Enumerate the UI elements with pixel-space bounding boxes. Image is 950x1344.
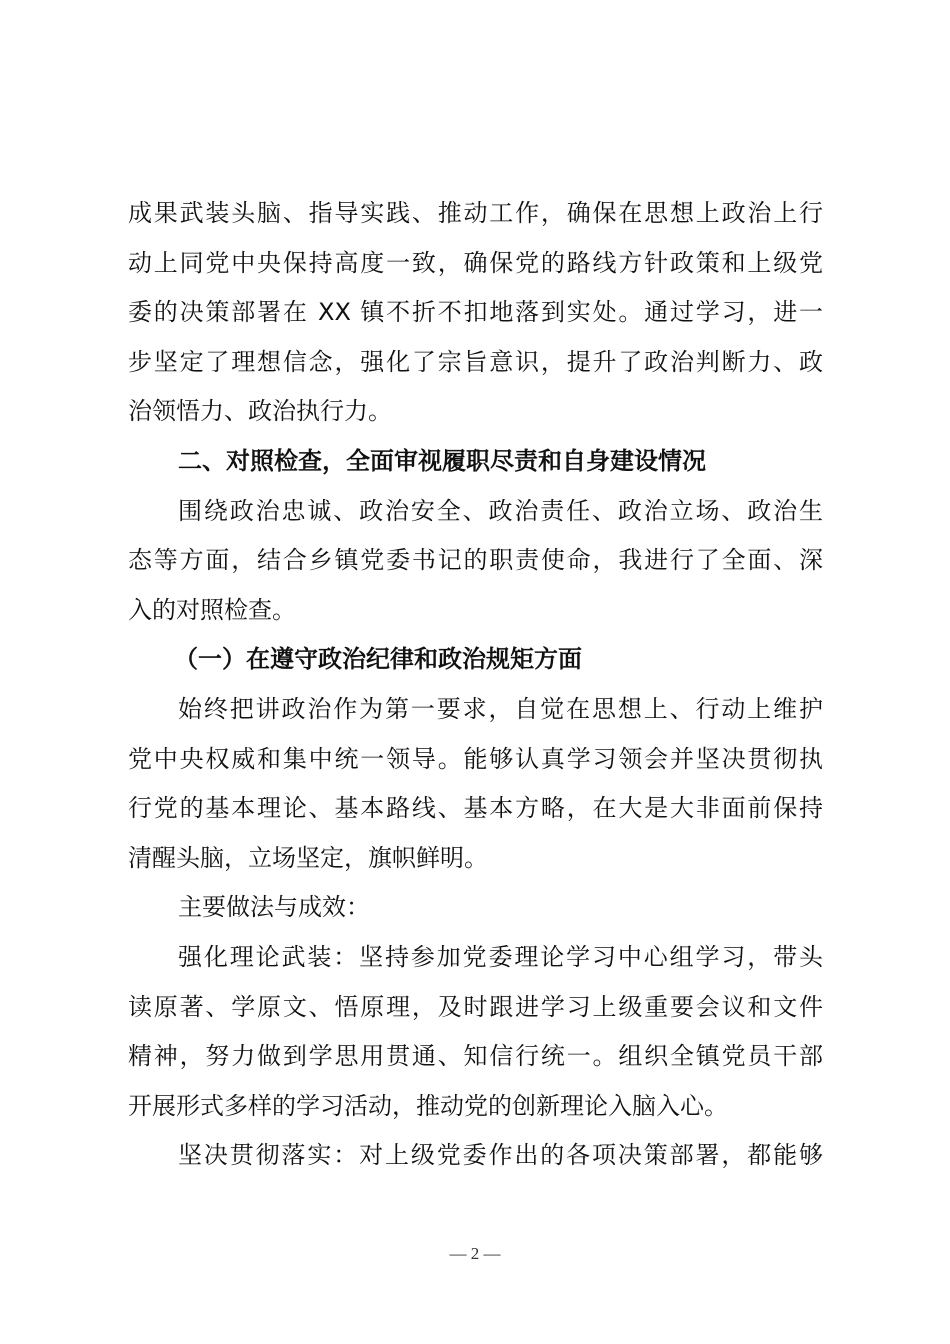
text-line: 精神，努力做到学思用贯通、知信行统一。组织全镇党员干部 — [128, 1042, 823, 1071]
paragraph — [128, 189, 823, 437]
text-line: 成果武装头脑、指导实践、推动工作，确保在思想上政治上行 — [128, 199, 823, 227]
text-line: 党中央权威和集中统一领导。能够认真学习领会并坚决贯彻执 — [128, 744, 823, 773]
text-line: 委的决策部署在 XX 镇不折不扣地落到实处。通过学习，进一 — [128, 298, 823, 327]
text-line: 动上同党中央保持高度一致，确保党的路线方针政策和上级党 — [128, 248, 823, 277]
paragraph — [128, 487, 823, 636]
text-line: 围绕政治忠诚、政治安全、政治责任、政治立场、政治生 — [178, 496, 823, 525]
text-line: 强化理论武装：坚持参加党委理论学习中心组学习，带头 — [178, 942, 823, 971]
text-line: 坚决贯彻落实：对上级党委作出的各项决策部署，都能够 — [178, 1141, 823, 1170]
text-line: 行党的基本理论、基本路线、基本方略，在大是大非面前保持 — [128, 794, 823, 823]
text-line: 主要做法与成效： — [178, 893, 370, 922]
paragraph — [128, 933, 823, 1131]
text-line: 入的对照检查。 — [128, 595, 296, 624]
section-heading — [128, 437, 823, 487]
text-line: 清醒头脑，立场坚定，旗帜鲜明。 — [128, 843, 488, 872]
text-line: 治领悟力、政治执行力。 — [128, 397, 392, 426]
text-line: （一）在遵守政治纪律和政治规矩方面 — [174, 645, 582, 674]
paragraph — [128, 685, 823, 883]
page-number: — 2 — — [449, 1244, 501, 1263]
text-line: 读原著、学原文、悟原理，及时跟进学习上级重要会议和文件 — [128, 992, 823, 1021]
text-line: 态等方面，结合乡镇党委书记的职责使命，我进行了全面、深 — [128, 546, 823, 575]
subsection-heading — [128, 635, 823, 685]
text-line: 步坚定了理想信念，强化了宗旨意识，提升了政治判断力、政 — [128, 347, 823, 376]
paragraph — [128, 883, 823, 933]
text-line: 始终把讲政治作为第一要求，自觉在思想上、行动上维护 — [178, 694, 823, 723]
text-line: 二、对照检查，全面审视履职尽责和自身建设情况 — [178, 446, 706, 475]
paragraph — [128, 1131, 823, 1181]
text-line: 开展形式多样的学习活动，推动党的创新理论入脑入心。 — [128, 1091, 728, 1120]
document-body — [128, 189, 823, 1181]
